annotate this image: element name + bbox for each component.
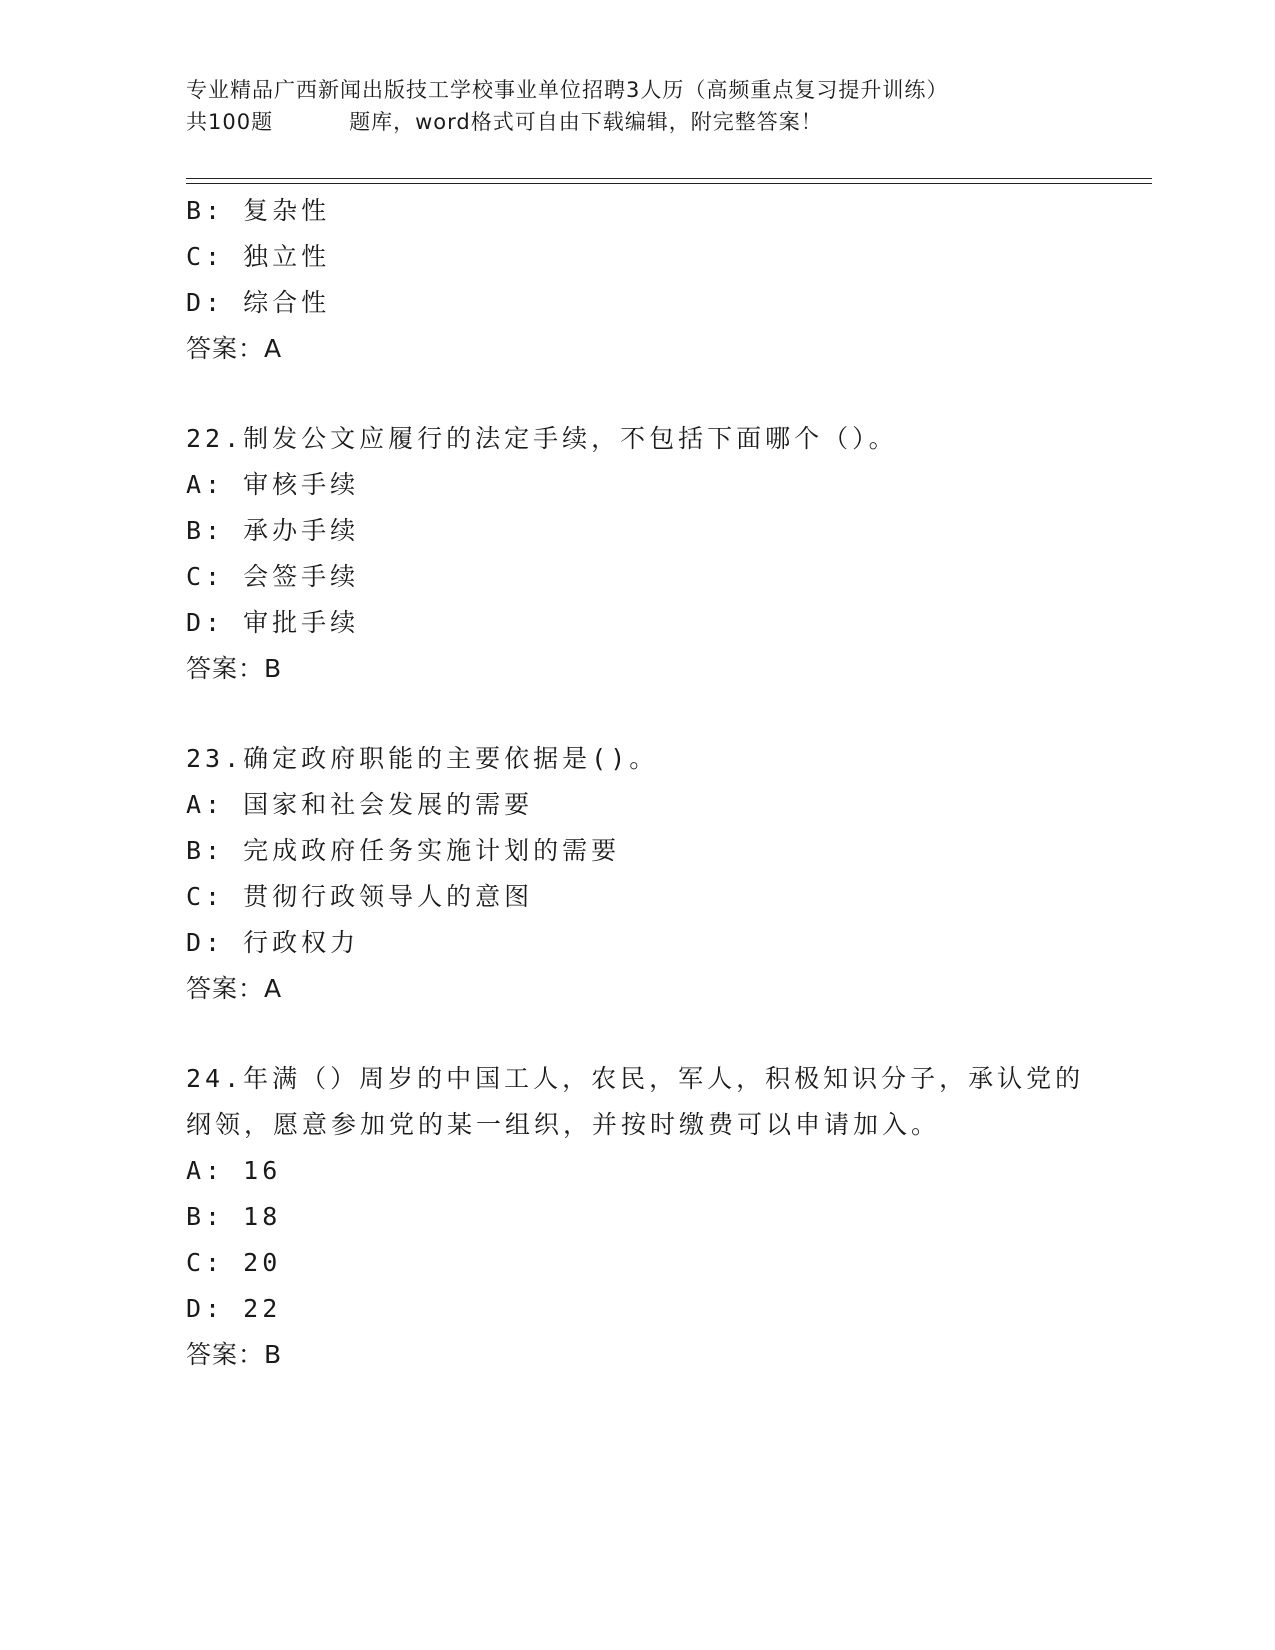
answer: 答案：A (186, 334, 283, 363)
document-header (186, 74, 1106, 138)
option-b: B: 完成政府任务实施计划的需要 (186, 836, 621, 865)
question-24 (186, 1056, 1086, 1378)
option-c: C: 20 (186, 1248, 282, 1277)
answer: 答案：A (186, 974, 283, 1003)
header-divider-top (186, 178, 1152, 179)
option-d: D: 审批手续 (186, 608, 360, 637)
option-a: A: 国家和社会发展的需要 (186, 790, 534, 819)
question-stem: 22.制发公文应履行的法定手续，不包括下面哪个（）。 (186, 424, 898, 453)
question-22 (186, 416, 1086, 692)
option-b: B: 承办手续 (186, 516, 360, 545)
option-d: D: 行政权力 (186, 928, 360, 957)
question-list (186, 188, 1086, 1378)
option-c: C: 会签手续 (186, 562, 360, 591)
question-stem: 23.确定政府职能的主要依据是()。 (186, 744, 659, 773)
header-subtitle (186, 106, 1106, 138)
option-b: B: 复杂性 (186, 196, 331, 225)
option-a: A: 审核手续 (186, 470, 360, 499)
option-c: C: 独立性 (186, 242, 331, 271)
option-c: C: 贯彻行政领导人的意图 (186, 882, 534, 911)
option-a: A: 16 (186, 1156, 282, 1185)
option-b: B: 18 (186, 1202, 282, 1231)
question-stem: 24.年满（）周岁的中国工人，农民，军人，积极知识分子，承认党的 (186, 1064, 1085, 1093)
option-d: D: 综合性 (186, 288, 331, 317)
header-description: 题库，word格式可自由下载编辑，附完整答案！ (349, 110, 823, 134)
answer: 答案：B (186, 1340, 283, 1369)
question-23 (186, 736, 1086, 1012)
header-count: 共100题 (186, 110, 274, 134)
header-title: 专业精品广西新闻出版技工学校事业单位招聘3人历（高频重点复习提升训练） (186, 78, 949, 102)
option-d: D: 22 (186, 1294, 282, 1323)
answer: 答案：B (186, 654, 283, 683)
question-21-continuation (186, 188, 1086, 372)
question-stem-continued: 纲领，愿意参加党的某一组织，并按时缴费可以申请加入。 (186, 1110, 941, 1139)
header-divider-bottom (186, 183, 1152, 184)
